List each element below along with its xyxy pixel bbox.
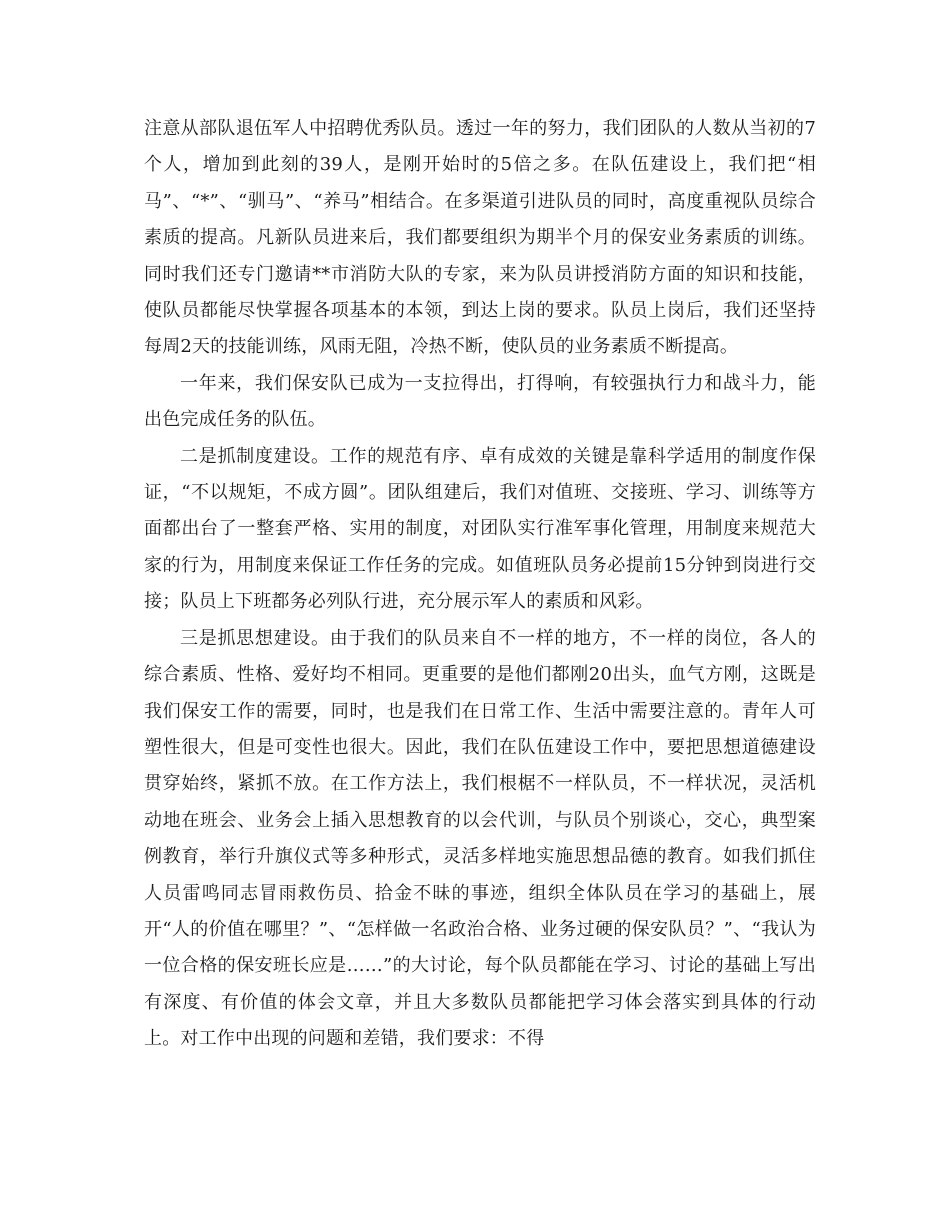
document-body	[144, 111, 816, 1058]
paragraph-recruitment-continuation: 注意从部队退伍军人中招聘优秀队员。透过一年的努力，我们团队的人数从当初的7个人，增加到此刻的39人，是刚开始时的5倍之多。在队伍建设上，我们把“相马”、“*”、“驯马”、“养马”相结合。在多渠道引进队员的同时，高度重视队员综合素质的提高。凡新队员进来后，我们都要组织为期半个月的保安业务素质的训练。同时我们还专门邀请**市消防大队的专家，来为队员讲授消防方面的知识和技能，使队员都能尽快掌握各项基本的本领，到达上岗的要求。队员上岗后，我们还坚持每周2天的技能训练，风雨无阻，冷热不断，使队员的业务素质不断提高。	[144, 118, 816, 358]
paragraph-team-summary: 一年来，我们保安队已成为一支拉得出，打得响，有较强执行力和战斗力，能出色完成任务的队伍。	[144, 372, 816, 431]
paragraph-ideological-building: 三是抓思想建设。由于我们的队员来自不一样的地方，不一样的岗位，各人的综合素质、性格、爱好均不相同。更重要的是他们都刚20出头，血气方刚，这既是我们保安工作的需要，同时，也是我们在日常工作、生活中需要注意的。青年人可塑性很大，但是可变性也很大。因此，我们在队伍建设工作中，要把思想道德建设贯穿始终，紧抓不放。在工作方法上，我们根椐不一样队员，不一样状况，灵活机动地在班会、业务会上插入思想教育的以会代训，与队员个别谈心，交心，典型案例教育，举行升旗仪式等多种形式，灵活多样地实施思想品德的教育。如我们抓住人员雷鸣同志冒雨救伤员、拾金不昧的事迹，组织全体队员在学习的基础上，展开“人的价值在哪里？”、“怎样做一名政治合格、业务过硬的保安队员？”、“我认为一位合格的保安班长应是……”的大讨论，每个队员都能在学习、讨论的基础上写出有深度、有价值的体会文章，并且大多数队员都能把学习体会落实到具体的行动上。对工作中出现的问题和差错，我们要求：不得	[144, 627, 816, 1050]
paragraph-system-building: 二是抓制度建设。工作的规范有序、卓有成效的关键是靠科学适用的制度作保证，“不以规矩，不成方圆”。团队组建后，我们对值班、交接班、学习、训练等方面都出台了一整套严格、实用的制度，对团队实行准军事化管理，用制度来规范大家的行为，用制度来保证工作任务的完成。如值班队员务必提前15分钟到岗进行交接；队员上下班都务必列队行进，充分展示军人的素质和风彩。	[144, 445, 816, 613]
